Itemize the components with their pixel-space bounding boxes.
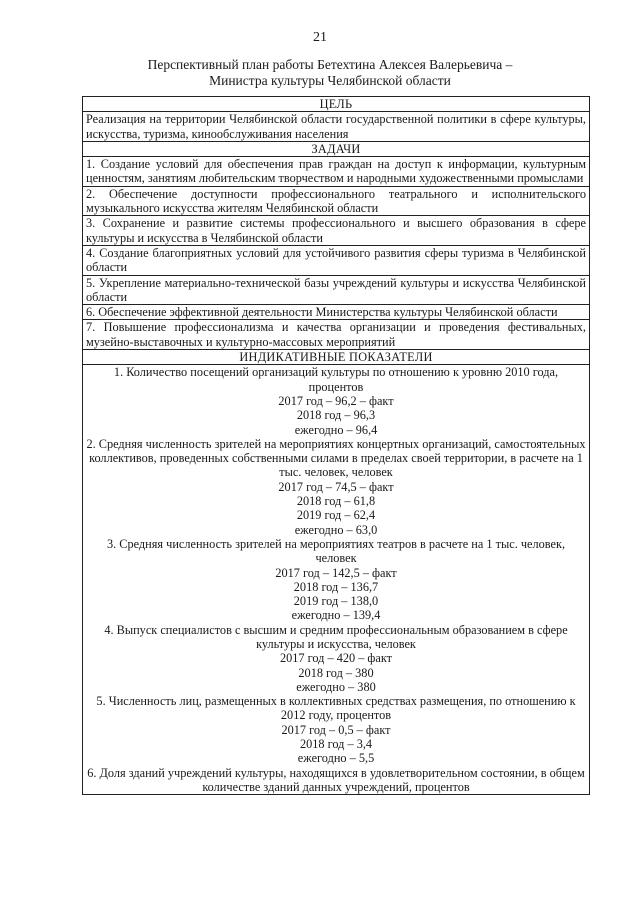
indicator-title: 2. Средняя численность зрителей на мероприятиях концертных организаций, самостоятельных коллективов, проведенных собственными силами в пределах своей территории, в расчете на 1 тыс. человек, человек [86, 436, 586, 480]
indicator-value: 2017 год – 0,5 – факт [281, 722, 391, 737]
task-row [83, 157, 590, 187]
indicator-value: ежегодно – 380 [296, 679, 376, 694]
indicator-title: 3. Средняя численность зрителей на мероприятиях театров в расчете на 1 тыс. человек, человек [106, 536, 566, 566]
title-line-2: Министра культуры Челябинской области [209, 73, 451, 88]
indicator-value: ежегодно – 63,0 [294, 522, 378, 537]
indicator-value: 2017 год – 96,2 – факт [278, 393, 394, 408]
task-item-4: 4. Создание благоприятных условий для устойчивого развития сферы туризма в Челябинской области [83, 245, 590, 275]
task-row [83, 275, 590, 305]
goal-row [83, 112, 590, 142]
goal-text: Реализация на территории Челябинской области государственной политики в сфере культуры, искусства, туризма, кинообслуживания населения [83, 112, 590, 142]
indicator-item-4 [86, 623, 586, 694]
task-item-7: 7. Повышение профессионализма и качества организации и проведения фестивальных, музейно-выставочных и культурно-массовых мероприятий [83, 320, 590, 350]
task-row [83, 245, 590, 275]
indicator-item-5 [86, 694, 586, 765]
indicator-item-1 [86, 365, 586, 436]
title-line-1: Перспективный план работы Бетехтина Алексея Валерьевича – [147, 57, 513, 72]
indicator-value: 2017 год – 420 – факт [279, 651, 393, 666]
plan-table [82, 96, 590, 795]
indicators-header: ИНДИКАТИВНЫЕ ПОКАЗАТЕЛИ [83, 350, 590, 365]
goal-header-row [83, 97, 590, 112]
indicator-title: 6. Доля зданий учреждений культуры, находящихся в удовлетворительном состоянии, в общем количестве зданий данных учреждений, процентов [87, 765, 585, 794]
indicators-header-row [83, 350, 590, 365]
indicator-value: 2019 год – 138,0 [293, 594, 379, 609]
task-row [83, 186, 590, 216]
indicators-list [83, 365, 590, 795]
task-item-5: 5. Укрепление материально-технической базы учреждений культуры и искусства Челябинской области [83, 275, 590, 305]
tasks-header: ЗАДАЧИ [83, 141, 590, 156]
goal-header: ЦЕЛЬ [83, 97, 590, 112]
indicator-value: 2017 год – 142,5 – факт [275, 565, 397, 580]
indicator-value: 2018 год – 136,7 [293, 579, 379, 594]
indicator-value: 2018 год – 61,8 [296, 494, 376, 509]
task-item-3: 3. Сохранение и развитие системы профессионального и высшего образования в сфере культуры и искусства в Челябинской области [83, 216, 590, 246]
indicators-row [83, 365, 590, 795]
task-row [83, 320, 590, 350]
document-title [60, 57, 600, 89]
indicator-value: 2018 год – 3,4 [299, 737, 373, 752]
indicator-item-2 [86, 437, 586, 537]
indicator-value: 2018 год – 96,3 [296, 408, 376, 423]
task-item-6: 6. Обеспечение эффективной деятельности Министерства культуры Челябинской области [83, 305, 590, 320]
indicator-item-3 [86, 537, 586, 623]
task-row [83, 216, 590, 246]
indicator-title: 5. Численность лиц, размещенных в коллективных средствах размещения, по отношению к 2012 году, процентов [96, 694, 576, 723]
indicator-item-6 [86, 766, 586, 795]
indicator-title: 4. Выпуск специалистов с высшим и средним профессиональным образованием в сфере культуры и искусства, человек [104, 622, 568, 651]
tasks-header-row [83, 141, 590, 156]
indicator-value: 2017 год – 74,5 – факт [278, 479, 394, 494]
indicator-title: 1. Количество посещений организаций культуры по отношению к уровню 2010 года, процентов [113, 365, 559, 394]
indicator-value: ежегодно – 5,5 [297, 751, 375, 766]
indicator-value: 2019 год – 62,4 [296, 508, 376, 523]
task-item-2: 2. Обеспечение доступности профессионального театрального и исполнительского музыкального искусства жителям Челябинской области [83, 186, 590, 216]
task-item-1: 1. Создание условий для обеспечения прав граждан на доступ к информации, культурным ценностям, занятиям любительским творчеством и народными художественными промыслами [83, 157, 590, 187]
indicator-value: 2018 год – 380 [298, 665, 374, 680]
indicator-value: ежегодно – 96,4 [294, 422, 378, 437]
task-row [83, 305, 590, 320]
indicator-value: ежегодно – 139,4 [291, 608, 381, 623]
page-number: 21 [313, 30, 327, 45]
